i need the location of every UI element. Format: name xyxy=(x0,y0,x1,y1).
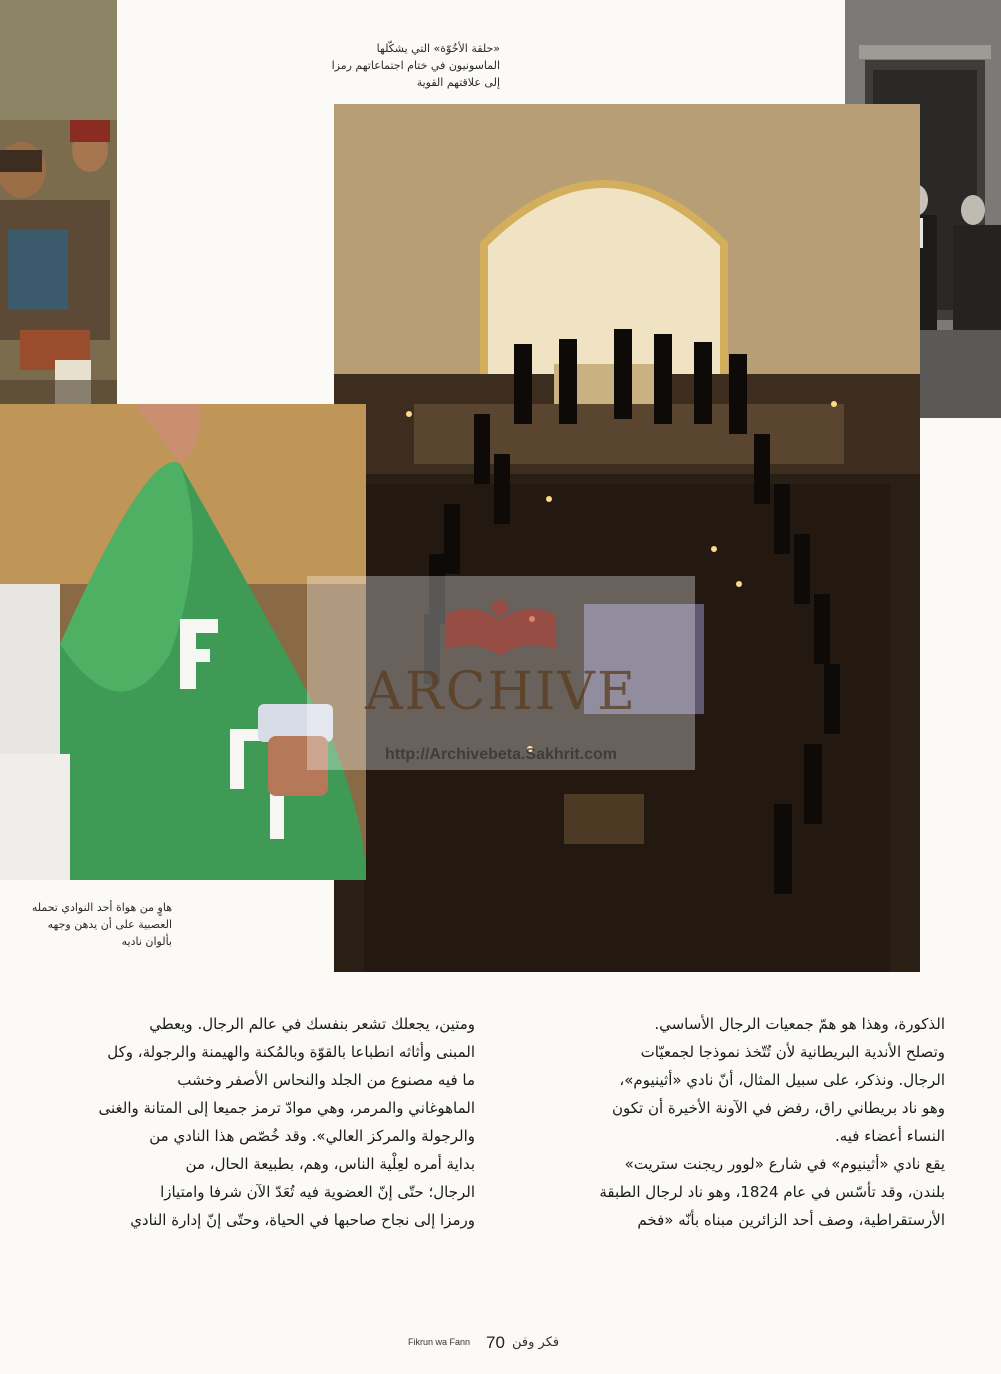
text-line: وهو ناد بريطاني راق، رفض في الآونة الأخيرة أن تكون xyxy=(611,1099,945,1117)
text-column-left xyxy=(65,1010,475,1234)
book-logo-icon xyxy=(435,590,565,660)
text-line: وتصلح الأندية البريطانية لأن تُتّخذ نموذجا لجمعيّات xyxy=(640,1043,945,1061)
text-line: ما فيه مصنوع من الجلد والنحاس الأصفر وخشب xyxy=(177,1071,475,1089)
caption-line: هاوٍ من هواة أحد النوادي تحمله xyxy=(31,901,172,914)
text-line: الأرستقراطية، وصف أحد الزائرين مبناه بأنّه «فخم xyxy=(637,1211,945,1229)
photo-masonic-ceremony xyxy=(334,104,920,972)
watermark-title: ARCHIVE xyxy=(365,662,637,722)
page-footer xyxy=(0,1333,1001,1357)
magazine-name-arabic: فكر وفن xyxy=(512,1335,560,1350)
text-line: النساء أعضاء فيه. xyxy=(834,1127,945,1145)
text-line: والرجولة والمركز العالي». وقد خُصّص هذا النادي من xyxy=(149,1127,475,1145)
text-line: الذكورة، وهذا هو همّ جمعيات الرجال الأساسي. xyxy=(654,1015,945,1033)
text-line: ورمزا إلى نجاح صاحبها في الحياة، وحتّى إنّ إدارة النادي xyxy=(130,1211,475,1229)
text-line: بلندن، وقد تأسّس في عام 1824، وهو ناد لرجال الطبقة xyxy=(599,1183,945,1201)
caption-line: «حلقة الأخُوّة» التي يشكّلها xyxy=(376,42,500,55)
caption-sports-fan xyxy=(0,899,172,950)
text-line: المبنى وأثاثه انطباعا بالقوّة وبالمُكنة والهيمنة والرجولة، وكل xyxy=(107,1043,475,1061)
caption-line: العصبية على أن يدهن وجهه xyxy=(47,918,172,931)
magazine-name-latin: Fikrun wa Fann xyxy=(408,1337,471,1347)
text-line: ومتين، يجعلك تشعر بنفسك في عالم الرجال. ويعطي xyxy=(149,1015,475,1033)
text-line: يقع نادي «أثينيوم» في شارع «لوور ريجنت ستريت» xyxy=(624,1155,945,1173)
page-number: 70 xyxy=(486,1333,505,1352)
watermark-url[interactable]: http://Archivebeta.Sakhrit.com xyxy=(384,746,618,763)
text-column-right xyxy=(507,1010,945,1234)
caption-line: بألوان ناديه xyxy=(121,935,172,948)
watermark xyxy=(307,576,695,770)
text-line: الرجال. ونذكر، على سبيل المثال، أنّ نادي «أثينيوم»، xyxy=(619,1071,945,1089)
caption-line: إلى علاقتهم القوية xyxy=(416,76,500,89)
text-line: الماهوغاني والمرمر، وهي موادّ ترمز جميعا إلى المتانة والغنى xyxy=(98,1099,475,1117)
text-line: الرجال؛ حتّى إنّ العضوية فيه تُعَدّ الآن شرفا وامتيازا xyxy=(160,1183,475,1201)
caption-line: الماسونيون في ختام اجتماعاتهم رمزا xyxy=(331,59,500,72)
caption-brotherhood-circle xyxy=(326,40,500,91)
text-line: بداية أمره لعِلْية الناس، وهم، بطبيعة الحال، من xyxy=(185,1155,475,1173)
